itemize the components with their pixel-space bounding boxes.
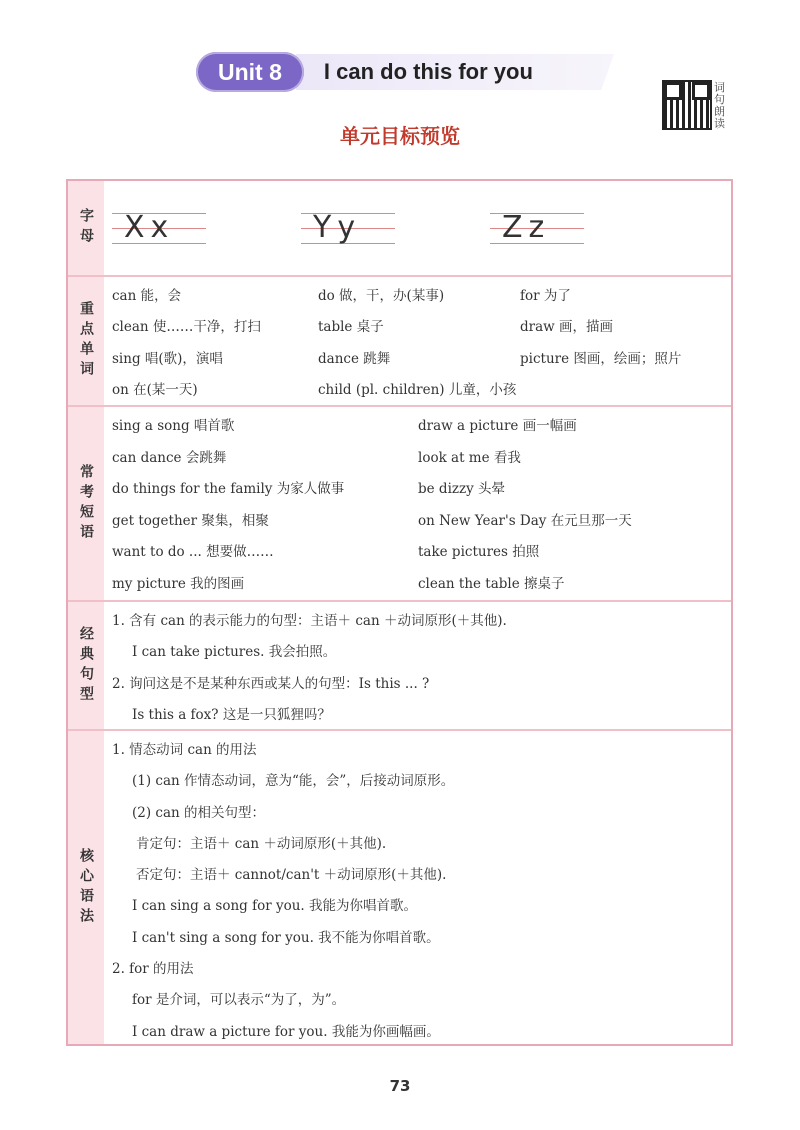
qr-label: 词句朗读 (714, 81, 725, 130)
unit-banner (196, 52, 614, 92)
phrase-item: sing a song 唱首歌 (112, 418, 235, 434)
unit-title: I can do this for you (323, 59, 533, 84)
sentence-line: Is this a fox? 这是一只狐狸吗？ (132, 706, 331, 723)
phrase-item: want to do ... 想要做…… (112, 544, 274, 561)
word-item: can 能，会 (112, 288, 182, 304)
letter-xx: Xx (112, 203, 206, 253)
word-item: child (pl. children) 儿童，小孩 (318, 381, 517, 398)
sentence-line: I can take pictures. 我会拍照。 (132, 644, 337, 661)
sentence-line: 1. 含有 can 的表示能力的句型：主语＋ can ＋动词原形(＋其他). (112, 613, 507, 629)
phrase-item: take pictures 拍照 (418, 544, 540, 561)
grammar-line: (1) can 作情态动词，意为“能，会”，后接动词原形。 (132, 773, 455, 790)
word-item: on 在(某一天) (112, 381, 198, 398)
word-item (520, 375, 700, 406)
phrase-item: do things for the family 为家人做事 (112, 481, 345, 498)
word-item: dance 跳舞 (318, 350, 391, 367)
grammar-line: (2) can 的相关句型： (132, 804, 266, 821)
unit-overview-table (66, 179, 733, 1046)
phrase-item: can dance 会跳舞 (112, 449, 227, 466)
letter-zz: Zz (490, 203, 584, 253)
letters-row (68, 181, 731, 277)
sentence-line: 2. 询问这是不是某种东西或某人的句型：Is this ... ? (112, 675, 430, 692)
phrase-item: my picture 我的图画 (112, 575, 245, 592)
grammar-line: I can't sing a song for you. 我不能为你唱首歌。 (132, 929, 440, 946)
sentences-row (68, 602, 731, 731)
grammar-line: 肯定句：主语＋ can ＋动词原形(＋其他). (136, 835, 387, 852)
phrase-item: look at me 看我 (418, 449, 521, 466)
phrase-item: get together 聚集，相聚 (112, 512, 269, 529)
grammar-line: 1. 情态动词 can 的用法 (112, 742, 257, 758)
word-item: picture 图画，绘画；照片 (520, 350, 682, 367)
word-item: sing 唱(歌)，演唱 (112, 350, 223, 367)
category-key-words: 重点单词 (68, 277, 104, 405)
word-item: for 为了 (520, 288, 571, 304)
word-item: table 桌子 (318, 319, 384, 336)
grammar-line: 否定句：主语＋ cannot/can't ＋动词原形(＋其他). (136, 867, 447, 884)
word-item: draw 画，描画 (520, 319, 613, 336)
category-phrases: 常考短语 (68, 407, 104, 600)
grammar-line: 2. for 的用法 (112, 961, 194, 978)
grammar-line: for 是介词，可以表示“为了，为”。 (132, 992, 346, 1009)
letter-yy: Yy (301, 203, 395, 253)
grammar-line: I can sing a song for you. 我能为你唱首歌。 (132, 898, 418, 915)
category-letters: 字母 (68, 181, 104, 275)
grammar-row (68, 731, 731, 1044)
word-item: do 做，干，办(某事) (318, 288, 445, 304)
category-grammar: 核心语法 (68, 731, 104, 1044)
phrase-item: on New Year's Day 在元旦那一天 (418, 512, 632, 529)
phrase-item: clean the table 擦桌子 (418, 575, 565, 592)
grammar-line: I can draw a picture for you. 我能为你画幅画。 (132, 1023, 440, 1040)
category-sentences: 经典句型 (68, 602, 104, 729)
unit-label: Unit 8 (196, 52, 304, 92)
phrases-row (68, 407, 731, 602)
preview-title: 单元目标预览 (340, 124, 460, 148)
key-words-row (68, 277, 731, 407)
phrase-item: draw a picture 画一幅画 (418, 418, 577, 434)
phrase-item: be dizzy 头晕 (418, 481, 506, 498)
word-item: clean 使……干净，打扫 (112, 319, 261, 336)
page-number: 73 (389, 1077, 411, 1095)
